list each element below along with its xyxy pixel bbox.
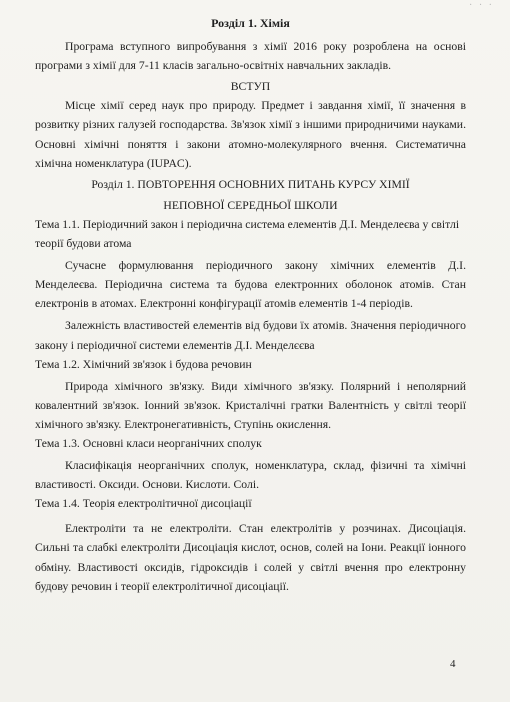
topic-1-1-paragraph-2: Залежність властивостей елементів від будови їх атомів. Значення періодичного закону і періодичної системи елементів Д.І. Менделєєва: [35, 319, 466, 352]
heading-section-1: Розділ 1. ПОВТОРЕННЯ ОСНОВНИХ ПИТАНЬ КУРСУ ХІМІЇ: [91, 177, 410, 191]
topic-1-1-paragraph-1: Сучасне формулювання періодичного закону хімічних елементів Д.І. Менделеєва. Періодична система та будова електронних оболонок атомів. Стан електронів в атомах. Електронні конфігурації атомів елементів 1-4 періодів.: [35, 259, 466, 311]
topic-1-4-paragraph: Електроліти та не електроліти. Стан електролітів у розчинах. Дисоціація. Сильні та слабкі електроліти Дисоціація кислот, основ, солей на Іони. Реакції іонного обміну. Властивості оксидів, гідроксидів і солей у світлі вчення про електронну будову речовин і теорії електролітичної дисоціації.: [35, 522, 466, 593]
topic-1-2-title: Тема 1.2. Хімічний зв'язок і будова речовин: [35, 357, 252, 371]
section-title: Розділ 1. Хімія: [211, 16, 290, 30]
topic-1-4-title: Тема 1.4. Теорія електролітичної дисоціації: [35, 497, 252, 511]
topic-1-1-title: Тема 1.1. Періодичний закон і періодична система елементів Д.І. Менделеєва у світлі теорії будови атома: [35, 217, 460, 251]
page-number: 4: [450, 658, 456, 670]
vstup-paragraph: Місце хімії серед наук про природу. Предмет і завдання хімії, її значення в розвитку різних галузей господарства. Зв'язок хімії з іншими природничими науками. Основні хімічні поняття і закони атомно-молекулярного вчення. Систематична хімічна номенклатура (IUPAC).: [35, 99, 466, 170]
heading-vstup: ВСТУП: [230, 80, 271, 94]
topic-1-3-paragraph: Класифікація неорганічних сполук, номенклатура, склад, фізичні та хімічні властивості. Оксиди. Основи. Кислоти. Солі.: [35, 459, 466, 492]
heading-section-1-line2: НЕПОВНОЇ СЕРЕДНЬОЇ ШКОЛИ: [163, 198, 338, 212]
top-mark: · · ·: [469, 0, 494, 11]
document-content: [35, 14, 466, 596]
topic-1-3-title: Тема 1.3. Основні класи неорганічних сполук: [35, 436, 262, 450]
topic-1-2-paragraph: Природа хімічного зв'язку. Види хімічного зв'язку. Полярний і неполярний ковалентний зв'язок. Іонний зв'язок. Кристалічні гратки Валентність у світлі теорії хімічного зв'язку. Електронегативність, Ступінь окислення.: [35, 379, 466, 431]
intro-paragraph: Програма вступного випробування з хімії 2016 року розроблена на основі програми з хімії для 7-11 класів загально-освітніх навчальних закладів.: [35, 40, 466, 73]
